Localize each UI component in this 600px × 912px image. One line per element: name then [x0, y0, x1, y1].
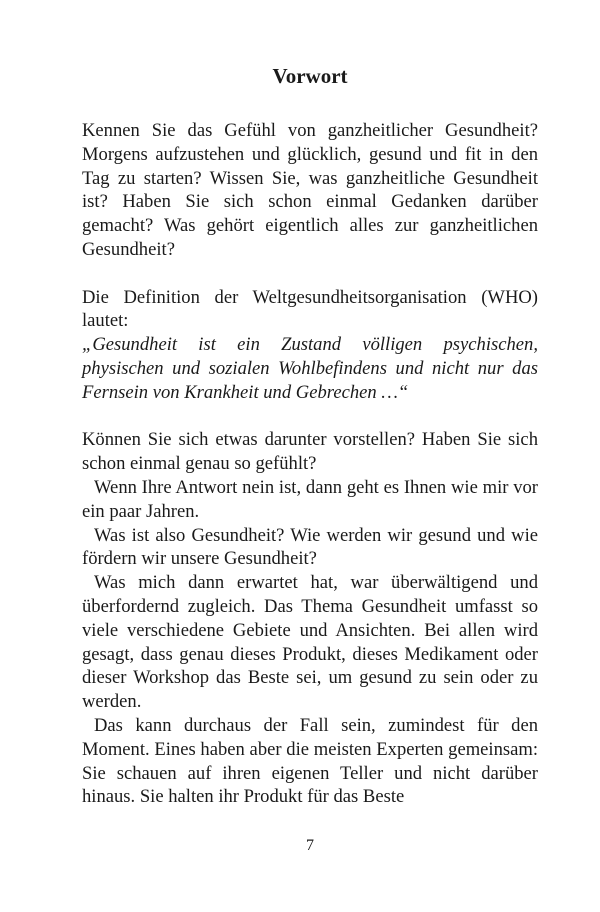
- paragraph-what-is-health: Was ist also Gesundheit? Wie werden wir gesund und wie fördern wir unsere Gesundheit?: [82, 524, 538, 570]
- body-text: [82, 119, 538, 809]
- paragraph-overwhelming: Was mich dann erwartet hat, war überwältigend und überfordernd zugleich. Das Thema Gesundheit umfasst so viele verschiedene Gebiete und Ansichten. Bei allen wird gesagt, dass genau dieses Produkt, dieses Medikament oder dieser Workshop das Beste sei, um gesund zu sein oder zu werden.: [82, 572, 538, 713]
- paragraph-who-definition: Die Definition der Weltgesundheitsorganisation (WHO) lautet:: [82, 286, 538, 332]
- paragraph-who-quote: „Gesundheit ist ein Zustand völligen psychischen, physischen und sozialen Wohlbefindens und nicht nur das Fernsein von Krankheit und Gebrechen …“: [82, 334, 538, 403]
- paragraph-experts: Das kann durchaus der Fall sein, zumindest für den Moment. Eines haben aber die meisten Experten gemeinsam: Sie schauen auf ihren eigenen Teller und nicht darüber hinaus. Sie halten ihr Produkt für das Beste: [82, 714, 538, 808]
- paragraph-answer: Wenn Ihre Antwort nein ist, dann geht es Ihnen wie mir vor ein paar Jahren.: [82, 476, 538, 522]
- page-title: Vorwort: [272, 64, 348, 88]
- paragraph-intro: Kennen Sie das Gefühl von ganzheitlicher Gesundheit? Morgens aufzustehen und glücklich, gesund und fit in den Tag zu starten? Wissen Sie, was ganzheitliche Gesundheit ist? Haben Sie sich schon einmal Gedanken darüber gemacht? Was gehört eigentlich alles zur ganzheitlichen Gesundheit?: [82, 120, 538, 260]
- page-number: 7: [306, 837, 314, 854]
- book-page: [82, 0, 538, 912]
- paragraph-question: Können Sie sich etwas darunter vorstellen? Haben Sie sich schon einmal genau so gefühlt?: [82, 429, 538, 475]
